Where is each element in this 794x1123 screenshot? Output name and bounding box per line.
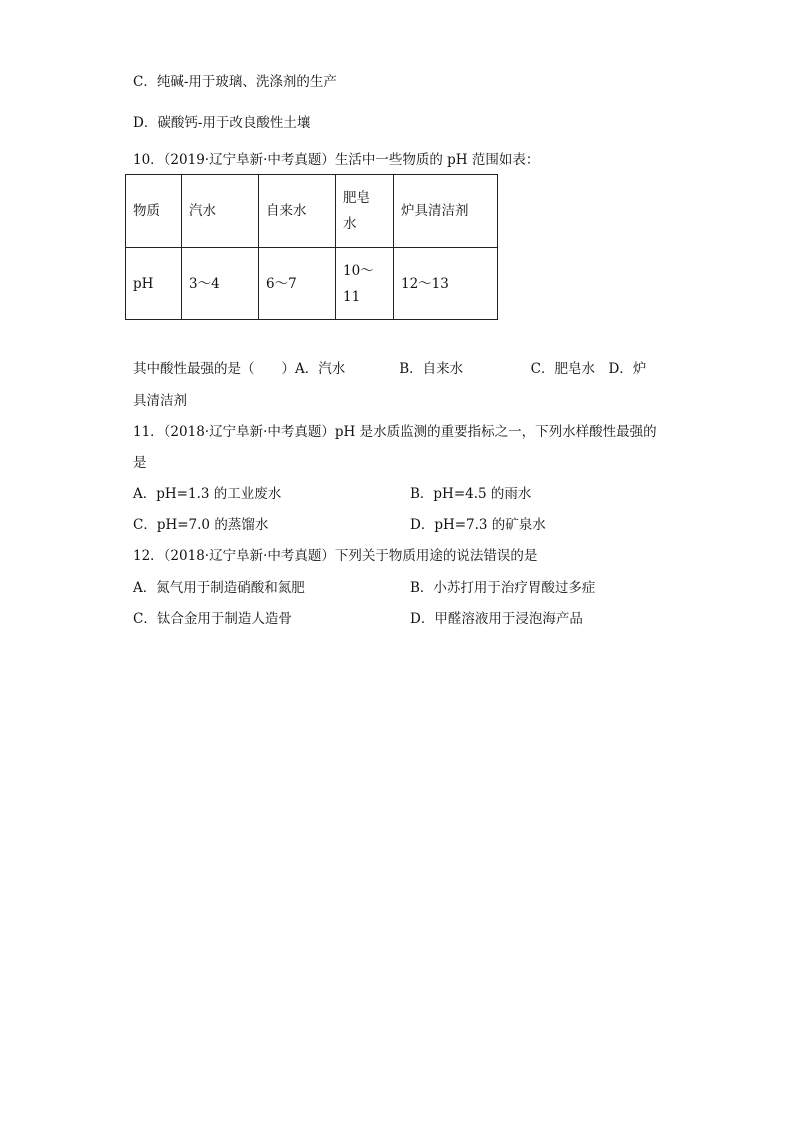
table-cell: 3～4 [182, 248, 259, 320]
table-cell-text: 10～11 [343, 262, 374, 305]
table-row [126, 248, 498, 320]
q10-question-line-cont: 具清洁剂 [133, 393, 187, 409]
ph-table [125, 174, 498, 320]
q11-stem-cont: 是 [133, 455, 147, 471]
q9-option-d: D．碳酸钙-用于改良酸性土壤 [133, 115, 311, 131]
q10-question-line: 其中酸性最强的是（ ）A．汽水 B．自来水 C．肥皂水 D．炉 [133, 361, 647, 377]
q11-option-b: B．pH=4.5 的雨水 [410, 486, 532, 502]
q12-option-d: D．甲醛溶液用于浸泡海产品 [410, 611, 583, 627]
table-cell: 自来水 [259, 175, 336, 248]
table-cell-text: 肥皂水 [343, 190, 370, 232]
table-cell: 12～13 [394, 248, 498, 320]
table-cell: pH [126, 248, 182, 320]
q11-option-d: D．pH=7.3 的矿泉水 [410, 517, 546, 533]
table-cell [336, 248, 394, 320]
q12-option-c: C．钛合金用于制造人造骨 [133, 611, 292, 627]
q9-option-c: C．纯碱-用于玻璃、洗涤剂的生产 [133, 74, 337, 90]
q11-option-a: A．pH=1.3 的工业废水 [133, 486, 282, 502]
q11-option-c: C．pH=7.0 的蒸馏水 [133, 517, 269, 533]
q12-option-b: B．小苏打用于治疗胃酸过多症 [410, 580, 596, 596]
table-cell [336, 175, 394, 248]
table-cell: 汽水 [182, 175, 259, 248]
table-cell: 炉具清洁剂 [394, 175, 498, 248]
q11-stem: 11．（2018·辽宁阜新·中考真题）pH 是水质监测的重要指标之一，下列水样酸性最强的 [133, 424, 657, 440]
q10-stem: 10．（2019·辽宁阜新·中考真题）生活中一些物质的 pH 范围如表： [133, 152, 540, 168]
table-cell: 6～7 [259, 248, 336, 320]
table-row [126, 175, 498, 248]
q12-stem: 12．（2018·辽宁阜新·中考真题）下列关于物质用途的说法错误的是 [133, 548, 538, 564]
q12-option-a: A．氮气用于制造硝酸和氮肥 [133, 580, 305, 596]
table-cell: 物质 [126, 175, 182, 248]
